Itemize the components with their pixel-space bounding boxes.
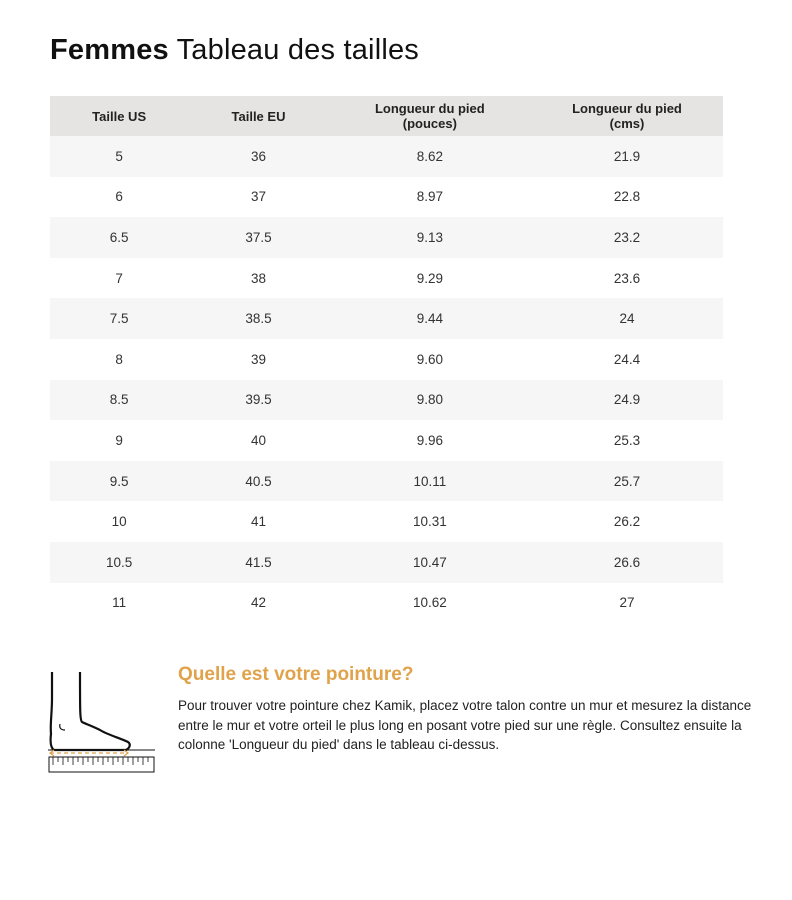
- cell-eu-size: 40: [250, 432, 267, 448]
- header-foot-length-inches: Longueur du pied (pouces): [329, 96, 531, 136]
- instructions-body: Pour trouver votre pointure chez Kamik, placez votre talon contre un mur et mesurez la distance entre le mur et votre orteil le plus long en posant votre pied sur une règle. Consultez ensuite la colonne 'Longueur du pied' dans le tableau ci-dessus.: [178, 698, 752, 752]
- table-row: [50, 583, 723, 624]
- cell-foot-length-inches: 10.11: [329, 461, 531, 502]
- cell-foot-length-inches: 9.96: [416, 432, 443, 448]
- cell-us-size: 9: [115, 432, 123, 448]
- header-us-size: Taille US: [50, 96, 188, 136]
- title-bold: Femmes: [50, 34, 169, 66]
- table-row: [50, 177, 723, 218]
- cell-us-size: 11: [112, 595, 127, 611]
- cell-eu-size: 38: [250, 270, 267, 286]
- cell-foot-length-inches: 9.13: [329, 217, 531, 258]
- cell-foot-length-inches: 9.29: [416, 270, 443, 286]
- cell-foot-length-cm: 24: [531, 298, 723, 339]
- header-eu-size: Taille EU: [188, 96, 328, 136]
- cell-us-size: 6: [115, 189, 123, 205]
- table-row: [50, 298, 723, 339]
- table-row: [50, 258, 723, 299]
- cell-foot-length-inches: 10.62: [412, 595, 447, 611]
- cell-eu-size: 38.5: [188, 298, 328, 339]
- instructions-heading: Quelle est votre pointure?: [178, 664, 414, 685]
- cell-foot-length-cm: 23.6: [613, 270, 641, 286]
- table-row: [50, 136, 723, 177]
- cell-foot-length-inches: 9.80: [329, 380, 531, 421]
- cell-us-size: 8.5: [50, 380, 188, 421]
- cell-eu-size: 41: [250, 514, 267, 530]
- cell-foot-length-inches: 8.62: [329, 136, 531, 177]
- cell-us-size: 8: [115, 351, 123, 367]
- page-title: [50, 34, 419, 67]
- cell-foot-length-cm: 26.6: [531, 542, 723, 583]
- header-foot-length-cm: Longueur du pied (cms): [531, 96, 723, 136]
- cell-foot-length-cm: 26.2: [613, 514, 641, 530]
- cell-us-size: 10.5: [50, 542, 188, 583]
- table-row: [50, 420, 723, 461]
- foot-measuring-icon: [48, 668, 158, 774]
- cell-foot-length-inches: 8.97: [416, 189, 443, 205]
- cell-foot-length-cm: 24.9: [531, 380, 723, 421]
- cell-us-size: 7: [115, 270, 123, 286]
- cell-foot-length-cm: 27: [619, 595, 635, 611]
- cell-eu-size: 42: [250, 595, 267, 611]
- cell-eu-size: 39: [250, 351, 267, 367]
- cell-eu-size: 41.5: [188, 542, 328, 583]
- cell-eu-size: 37.5: [188, 217, 328, 258]
- cell-us-size: 9.5: [50, 461, 188, 502]
- table-row: [50, 339, 723, 380]
- table-row: [50, 217, 723, 258]
- size-chart-table: [50, 96, 723, 623]
- cell-eu-size: 40.5: [188, 461, 328, 502]
- cell-us-size: 6.5: [50, 217, 188, 258]
- table-header-row: [50, 96, 723, 136]
- cell-foot-length-cm: 25.7: [531, 461, 723, 502]
- table-row: [50, 461, 723, 502]
- cell-eu-size: 39.5: [188, 380, 328, 421]
- cell-us-size: 5: [50, 136, 188, 177]
- table-row: [50, 542, 723, 583]
- cell-eu-size: 37: [250, 189, 267, 205]
- cell-foot-length-inches: 10.31: [412, 514, 447, 530]
- title-rest: Tableau des tailles: [176, 34, 420, 66]
- cell-foot-length-cm: 25.3: [613, 432, 641, 448]
- cell-foot-length-inches: 9.60: [416, 351, 443, 367]
- cell-foot-length-cm: 24.4: [613, 351, 641, 367]
- cell-foot-length-inches: 10.47: [329, 542, 531, 583]
- cell-foot-length-cm: 21.9: [531, 136, 723, 177]
- cell-foot-length-cm: 23.2: [531, 217, 723, 258]
- table-row: [50, 380, 723, 421]
- cell-us-size: 10: [111, 514, 127, 530]
- table-row: [50, 501, 723, 542]
- cell-foot-length-cm: 22.8: [613, 189, 641, 205]
- cell-us-size: 7.5: [50, 298, 188, 339]
- cell-eu-size: 36: [188, 136, 328, 177]
- measuring-instructions: [178, 664, 758, 755]
- cell-foot-length-inches: 9.44: [329, 298, 531, 339]
